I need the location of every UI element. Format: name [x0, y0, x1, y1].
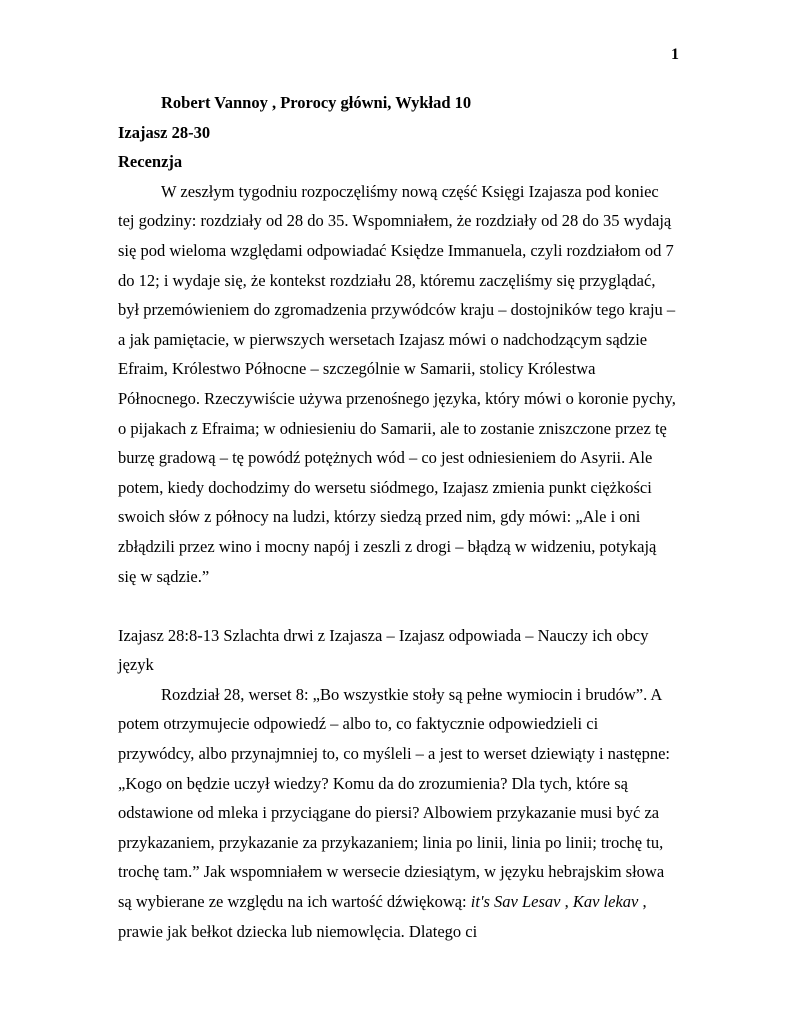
paragraph-2-text: Rozdział 28, werset 8: „Bo wszystkie stoły są pełne wymiocin i brudów”. A potem otrzymujecie odpowiedź – albo to, co faktycznie odpowiedzieli ci przywódcy, albo przynajmniej to, co myśleli – a jest to werset dziewiąty i następne: „Kogo on będzie uczył wiedzy? Komu da do zrozumienia? Dla tych, które są odstawione od mleka i przyciągane do piersi? Albowiem przykazanie musi być za przykazaniem, przykazanie za przykazaniem; linia po linii, linia po linii; trochę tu, trochę tam.” Jak wspomniałem w wersecie dziesiątym, w języku hebrajskim słowa są wybierane ze względu na ich wartość dźwiękową: [118, 684, 670, 912]
paragraph-review: W zeszłym tygodniu rozpoczęliśmy nową część Księgi Izajasza pod koniec tej godziny: rozdziały od 28 do 35. Wspomniałem, że rozdziały od 28 do 35 wydają się pod wieloma względami odpowiadać Księdze Immanuela, czyli rozdziałom od 7 do 12; i wydaje się, że kontekst rozdziału 28, któremu zaczęliśmy się przyglądać, był przemówieniem do zgromadzenia przywódców kraju – dostojników tego kraju – a jak pamiętacie, w pierwszych wersetach Izajasz mówi o nadchodzącym sądzie Efraim, Królestwo Północne – szczególnie w Samarii, stolicy Królestwa Północnego. Rzeczywiście używa przenośnego języka, który mówi o koronie pychy, o pijakach z Efraima; w odniesieniu do Samarii, ale to zostanie zniszczone przez tę burzę gradową – tę powódź potężnych wód – co jest odniesieniem do Asyrii. Ale potem, kiedy dochodzimy do wersetu siódmego, Izajasz zmienia punkt ciężkości swoich słów z północy na ludzi, którzy siedzą przed nim, gdy mówi: „Ale i oni zbłądzili przez wino i mocny napój i zeszli z drogi – błądzą w widzeniu, potykają się w sądzie.” [118, 181, 676, 586]
paragraph-chapter-28-verse-8 [118, 680, 678, 946]
section-heading-28-8-13: Izajasz 28:8-13 Szlachta drwi z Izajasza – Izajasz odpowiada – Nauczy ich obcy język [118, 625, 649, 675]
heading-recenzja: Recenzja [118, 152, 183, 172]
paragraph-2-text-end: , prawie jak bełkot dziecka lub niemowlęcia. Dlatego ci [118, 892, 647, 941]
page-content [118, 88, 678, 946]
hebrew-term-kav-lekav: Kav lekav [572, 892, 639, 912]
page-number: 1 [671, 46, 679, 63]
paragraph-spacer [118, 591, 678, 621]
paragraph-2-separator: , [560, 892, 573, 912]
lecture-title: Robert Vannoy , Prorocy główni, Wykład 10 [161, 93, 472, 112]
heading-izajasz-28-30: Izajasz 28-30 [118, 122, 211, 142]
hebrew-term-sav-lesav: it's Sav Lesav [470, 892, 561, 912]
